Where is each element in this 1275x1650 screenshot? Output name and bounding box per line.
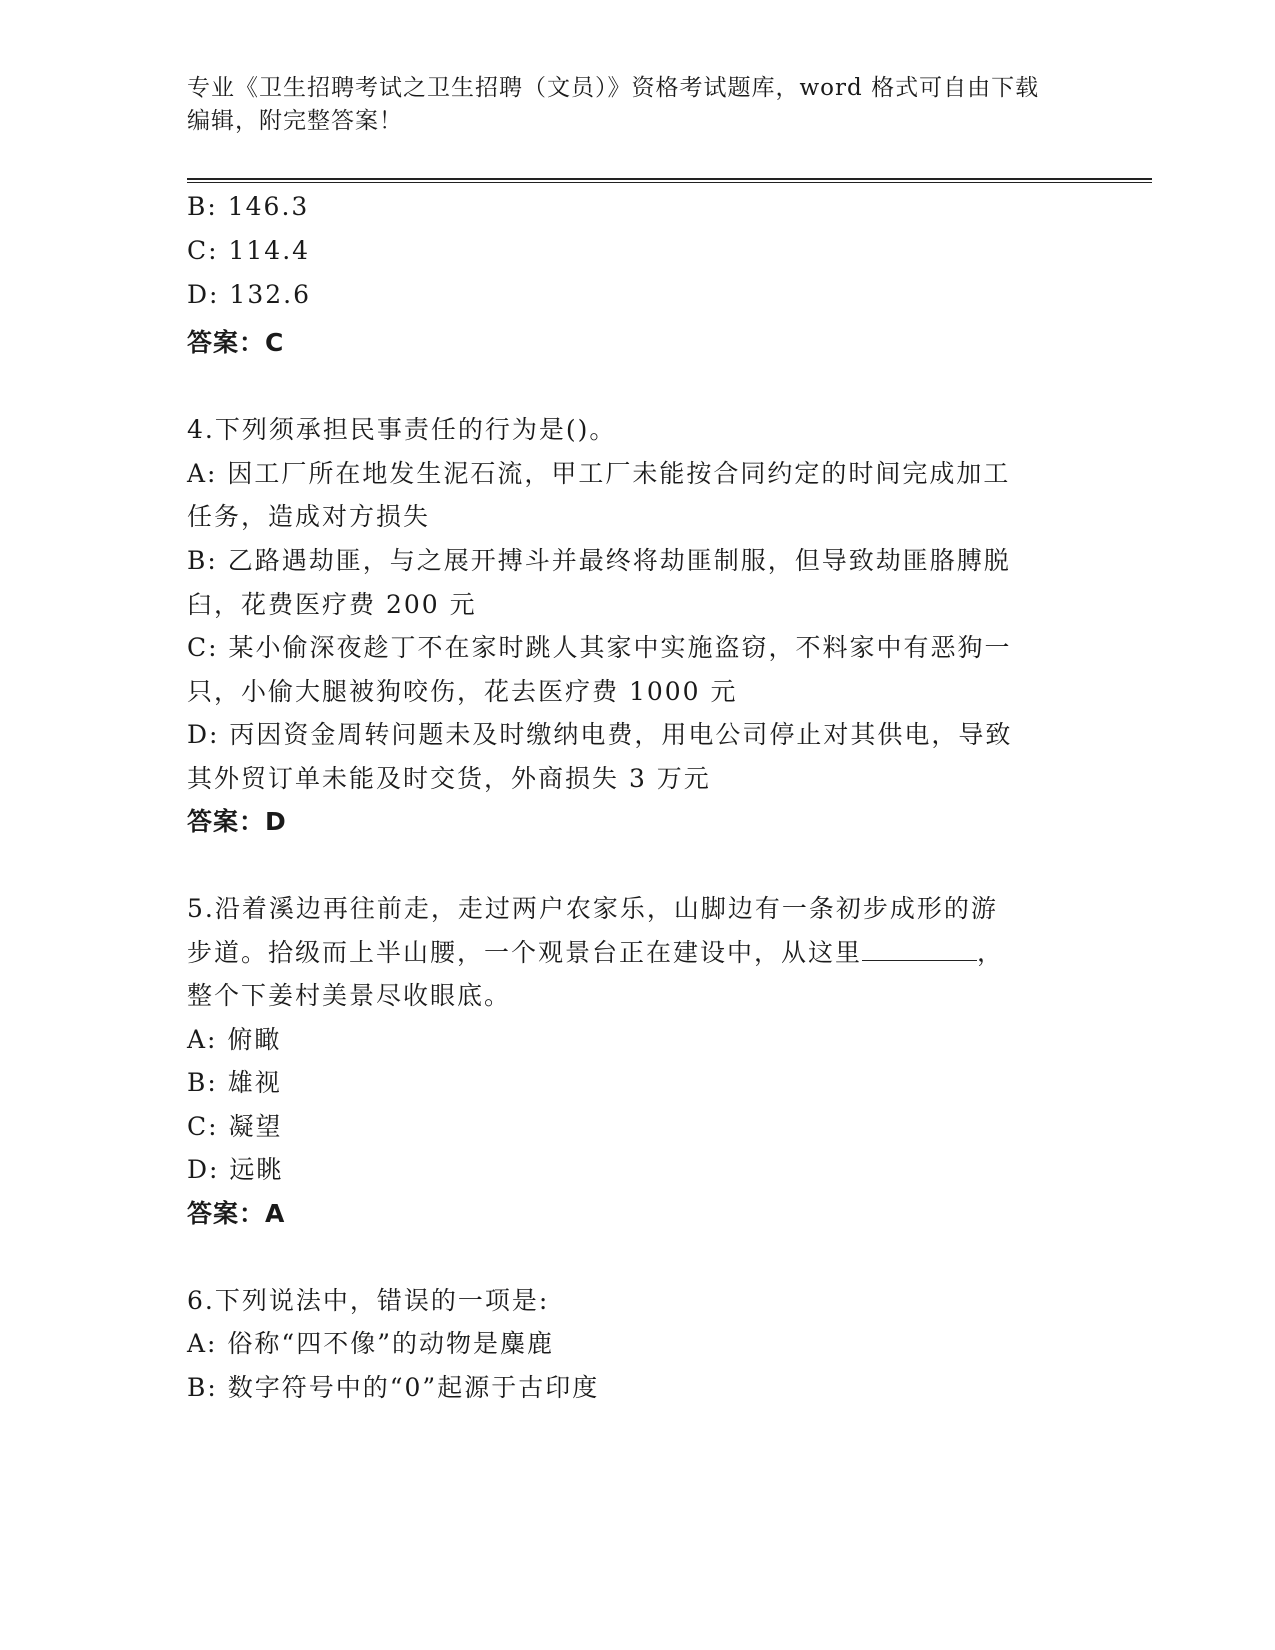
q6-option-a: A: 俗称“四不像”的动物是麋鹿 bbox=[187, 1329, 554, 1358]
q5-question-line-2-text: 步道。拾级而上半山腰，一个观景台正在建设中，从这里 bbox=[187, 938, 863, 967]
q4-option-c-line-2: 只，小偷大腿被狗咬伤，花去医疗费 1000 元 bbox=[187, 677, 738, 706]
q5-option-b: B: 雄视 bbox=[187, 1068, 282, 1097]
q5-question-line-2 bbox=[187, 933, 1004, 969]
header-divider-thick bbox=[187, 178, 1152, 180]
q4-option-b-line-1: B: 乙路遇劫匪，与之展开搏斗并最终将劫匪制服，但导致劫匪胳膊脱 bbox=[187, 546, 1011, 575]
q3-answer: 答案：C bbox=[187, 328, 285, 357]
q6-question: 6.下列说法中，错误的一项是: bbox=[187, 1286, 550, 1315]
q3-option-b: B: 146.3 bbox=[187, 192, 310, 221]
header-line-1: 专业《卫生招聘考试之卫生招聘（文员）》资格考试题库，word 格式可自由下载 bbox=[187, 75, 1040, 101]
q4-question: 4.下列须承担民事责任的行为是()。 bbox=[187, 415, 617, 444]
q4-answer: 答案：D bbox=[187, 807, 287, 836]
document-header bbox=[187, 72, 1067, 138]
q4-option-d-line-2: 其外贸订单未能及时交货，外商损失 3 万元 bbox=[187, 764, 711, 793]
q5-answer: 答案：A bbox=[187, 1199, 286, 1228]
q5-question-line-2-end: ， bbox=[977, 938, 1005, 967]
header-line-2: 编辑，附完整答案！ bbox=[187, 108, 403, 134]
fill-in-blank bbox=[862, 938, 977, 961]
q5-option-a: A: 俯瞰 bbox=[187, 1025, 282, 1054]
q4-option-a-line-1: A: 因工厂所在地发生泥石流，甲工厂未能按合同约定的时间完成加工 bbox=[187, 459, 1011, 488]
q4-option-c-line-1: C: 某小偷深夜趁丁不在家时跳人其家中实施盗窃，不料家中有恶狗一 bbox=[187, 633, 1012, 662]
q4-option-a-line-2: 任务，造成对方损失 bbox=[187, 502, 431, 531]
header-divider-thin bbox=[187, 182, 1152, 183]
q3-option-d: D: 132.6 bbox=[187, 280, 311, 309]
q5-question-line-3: 整个下姜村美景尽收眼底。 bbox=[187, 981, 512, 1010]
q5-question-line-1: 5.沿着溪边再往前走，走过两户农家乐，山脚边有一条初步成形的游 bbox=[187, 894, 998, 923]
q4-option-b-line-2: 臼，花费医疗费 200 元 bbox=[187, 590, 477, 619]
q3-option-c: C: 114.4 bbox=[187, 236, 311, 265]
q5-option-d: D: 远眺 bbox=[187, 1155, 284, 1184]
q5-option-c: C: 凝望 bbox=[187, 1112, 283, 1141]
q4-option-d-line-1: D: 丙因资金周转问题未及时缴纳电费，用电公司停止对其供电，导致 bbox=[187, 720, 1013, 749]
q6-option-b: B: 数字符号中的“0”起源于古印度 bbox=[187, 1373, 600, 1402]
